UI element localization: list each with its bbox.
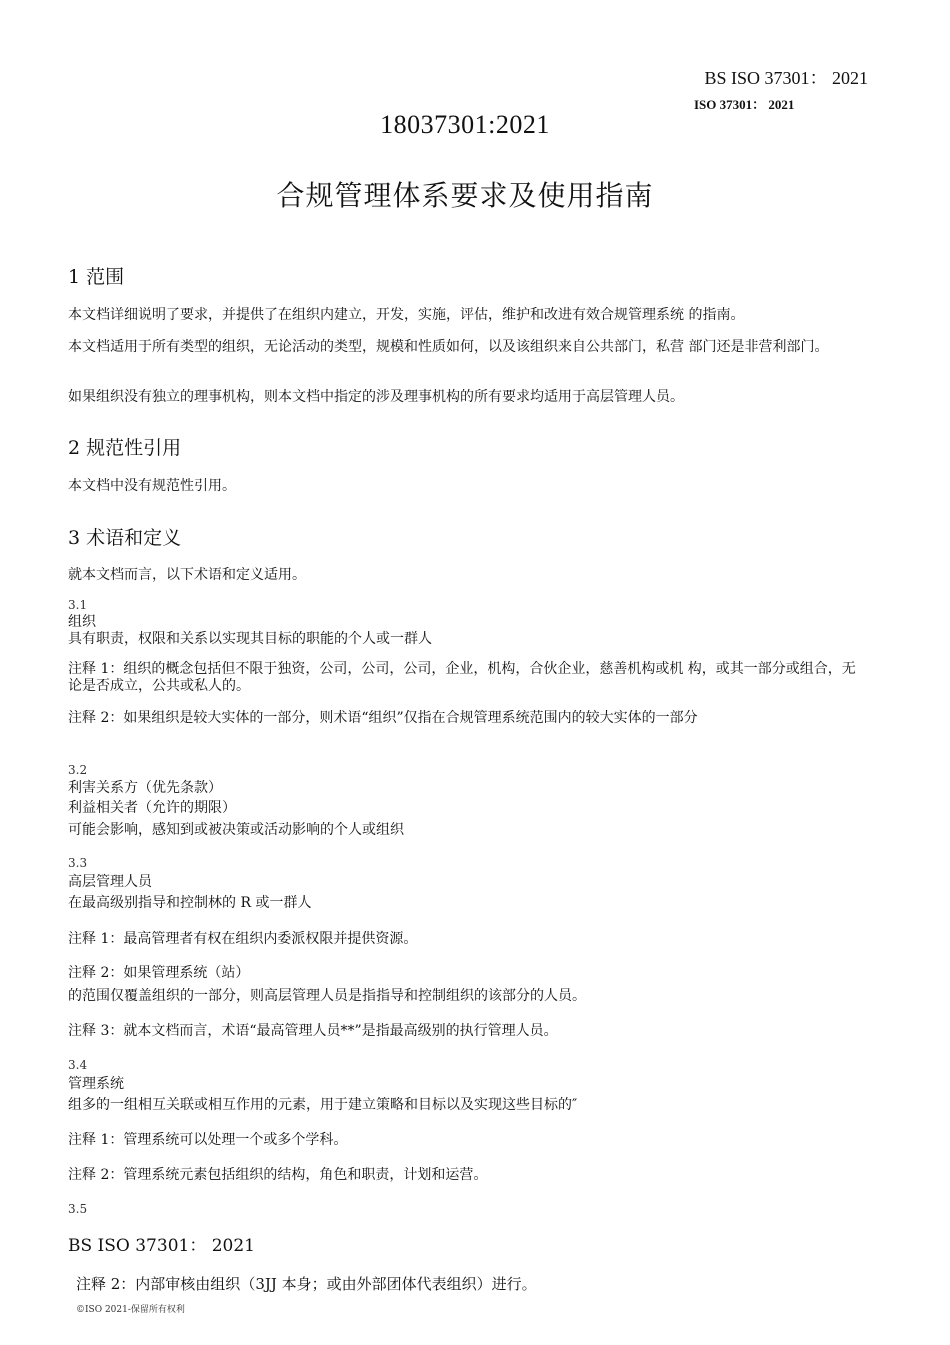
term-3-3-note-2-line-1: 注释 2：如果管理系统（站） <box>68 965 250 981</box>
term-3-4-note-1: 注释 1：管理系统可以处理一个或多个学科。 <box>68 1132 348 1148</box>
header-iso-id: ISO 37301： 2021 <box>694 97 795 112</box>
term-3-3-note-2-line-2: 的范围仅覆盖组织的一部分，则高层管理人员是指指导和控制组织的该部分的人员。 <box>68 988 586 1004</box>
term-3-2-number: 3.2 <box>68 763 88 777</box>
term-3-4-note-2: 注释 2：管理系统元素包括组织的结构，角色和职责，计划和运营。 <box>68 1167 488 1183</box>
section-1-paragraph-3: 如果组织没有独立的理事机构，则本文档中指定的涉及理事机构的所有要求均适用于高层管理人员。 <box>68 389 684 405</box>
document-title: 合规管理体系要求及使用指南 <box>276 179 654 212</box>
section-1-paragraph-2: 本文档适用于所有类型的组织，无论活动的类型，规模和性质如何，以及该组织来自公共部门，私营 部门还是非营利部门。 <box>68 339 829 355</box>
term-3-1-name: 组织 <box>68 614 96 630</box>
term-3-4-number: 3.4 <box>68 1058 88 1072</box>
copyright-notice: ©ISO 2021-保留所有权利 <box>76 1305 185 1315</box>
term-3-1-note-1: 注释 1：组织的概念包括但不限于独资，公司，公司，公司，企业，机构，合伙企业，慈善机构或机 构，或其一部分或组合，无论是否成立，公共或私人的。 <box>68 661 856 694</box>
term-3-5-number: 3.5 <box>68 1202 88 1216</box>
term-3-4-name: 管理系统 <box>68 1076 124 1092</box>
term-3-2-definition: 可能会影响，感知到或被决策或活动影响的个人或组织 <box>68 822 404 838</box>
term-3-2-name-admitted: 利益相关者（允许的期限） <box>68 800 236 816</box>
term-3-2-name-preferred: 利害关系方（优先条款） <box>68 780 222 796</box>
term-3-1-note-2: 注释 2：如果组织是较大实体的一部分，则术语“组织”仅指在合规管理系统范围内的较大实体的一部分 <box>68 710 698 726</box>
section-1-heading: 1 范围 <box>68 266 125 288</box>
section-3-intro: 就本文档而言，以下术语和定义适用。 <box>68 567 306 583</box>
footer-standard-id: BS ISO 37301： 2021 <box>68 1236 255 1256</box>
term-3-3-note-3: 注释 3：就本文档而言，术语“最高管理人员**”是指最高级别的执行管理人员。 <box>68 1023 558 1039</box>
term-3-3-name: 高层管理人员 <box>68 874 152 890</box>
term-3-4-definition: 组多的一组相互关联或相互作用的元素，用于建立策略和目标以及实现这些目标的″ <box>68 1097 578 1113</box>
term-3-3-note-1: 注释 1：最高管理者有权在组织内委派权限并提供资源。 <box>68 931 418 947</box>
section-1-paragraph-1: 本文档详细说明了要求，并提供了在组织内建立，开发，实施，评估，维护和改进有效合规管理系统 的指南。 <box>68 307 745 323</box>
term-3-1-definition: 具有职责，权限和关系以实现其目标的职能的个人或一群人 <box>68 631 432 647</box>
term-3-3-number: 3.3 <box>68 856 88 870</box>
section-3-heading: 3 术语和定义 <box>68 527 182 549</box>
section-2-paragraph-1: 本文档中没有规范性引用。 <box>68 478 236 494</box>
document-number: 18037301:2021 <box>380 110 550 139</box>
footer-note: 注释 2：内部审核由组织（3JJ 本身；或由外部团体代表组织）进行。 <box>76 1275 537 1293</box>
term-3-1-number: 3.1 <box>68 598 88 612</box>
section-2-heading: 2 规范性引用 <box>68 437 182 459</box>
term-3-3-definition: 在最高级别指导和控制林的 R 或一群人 <box>68 895 312 911</box>
header-standard-id: BS ISO 37301： 2021 <box>704 68 868 88</box>
